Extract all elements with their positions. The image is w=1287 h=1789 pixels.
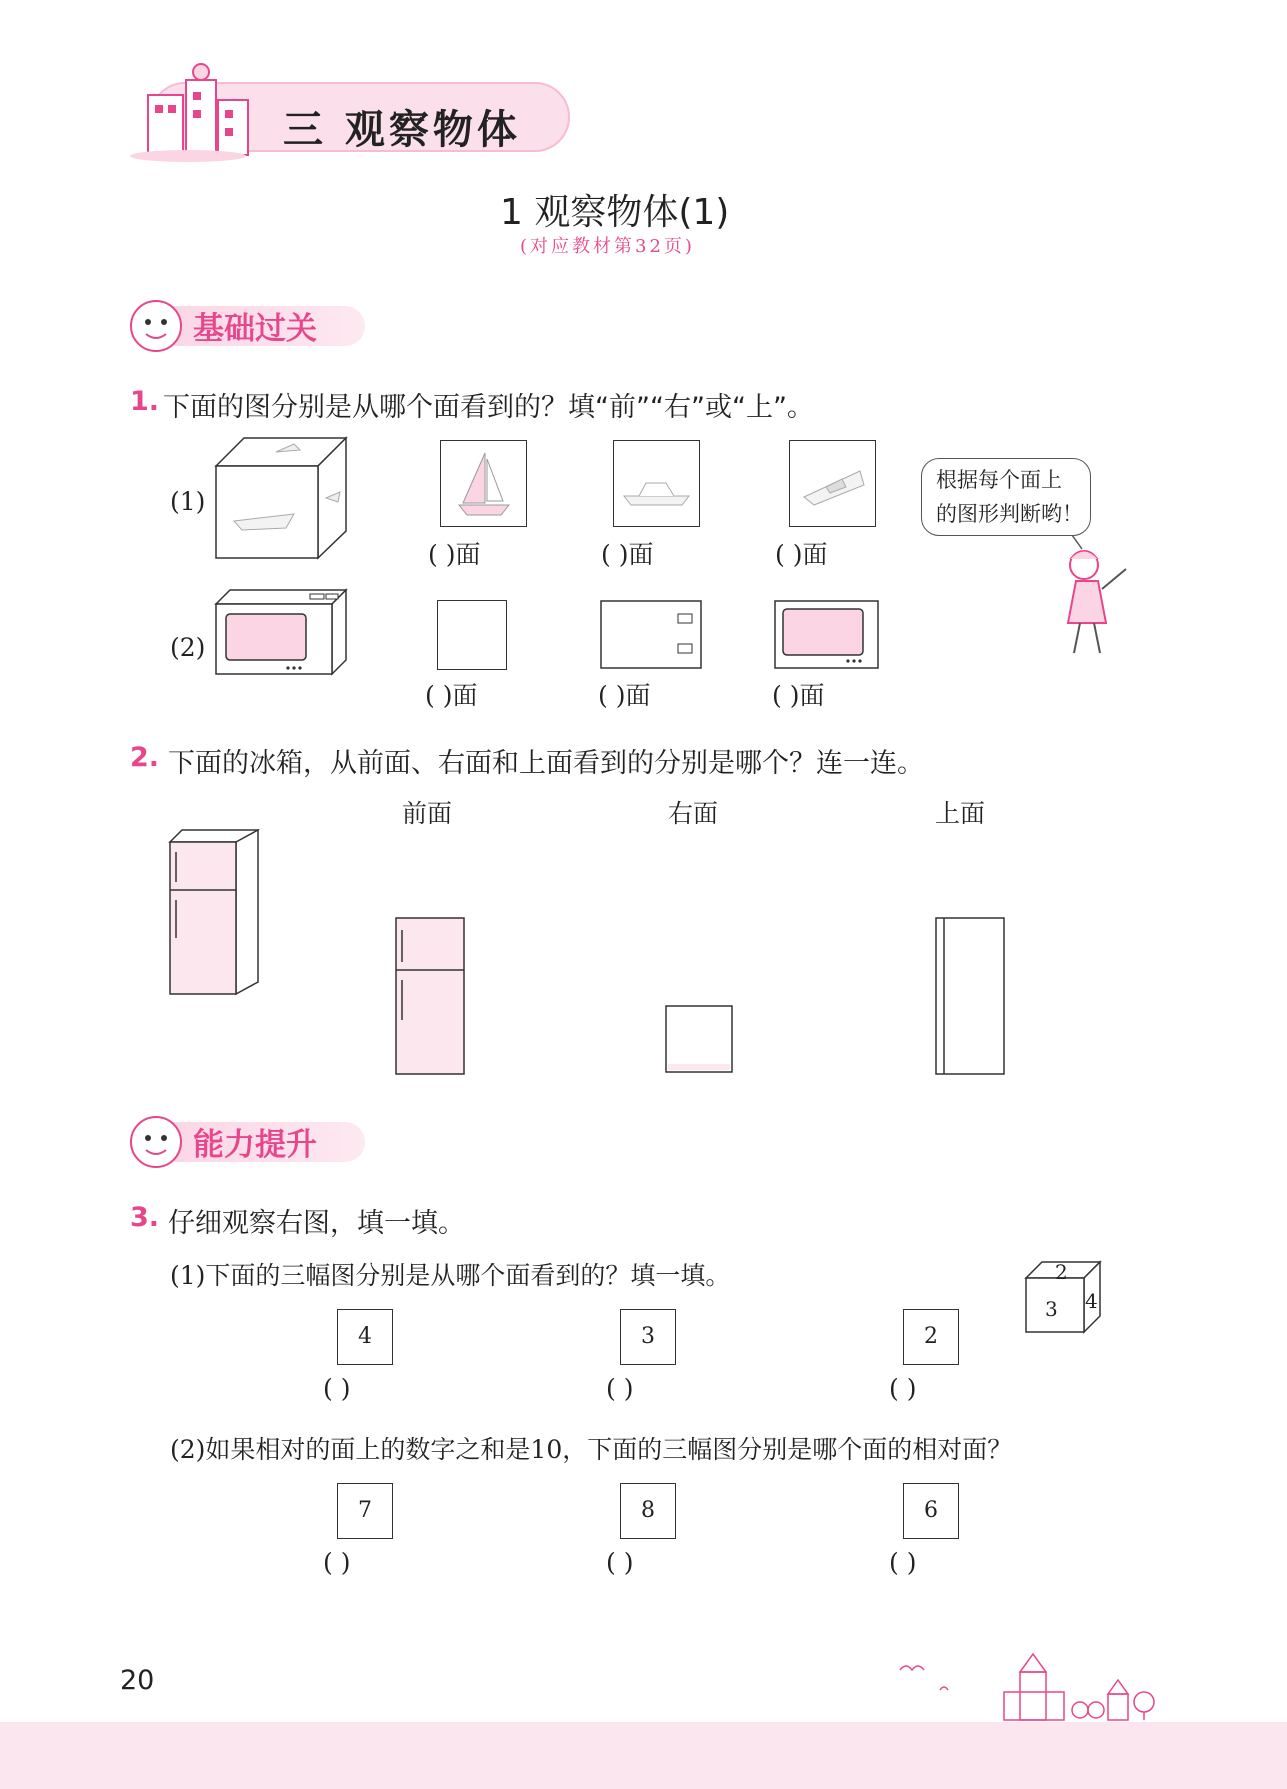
q1-part2-label: (2) xyxy=(170,633,206,662)
cube-front-number: 3 xyxy=(1045,1297,1058,1321)
q3-blank-2c[interactable]: ( ) xyxy=(889,1548,917,1577)
q3-sub1-text: (1)下面的三幅图分别是从哪个面看到的？填一填。 xyxy=(170,1261,731,1290)
view-microwave-top xyxy=(600,600,703,670)
q1-part1-label: (1) xyxy=(170,487,206,516)
cube-top-number: 2 xyxy=(1055,1260,1068,1284)
q1-blank-2c[interactable]: ( )面 xyxy=(772,681,825,710)
view-boat-top xyxy=(789,440,876,527)
view-microwave-side xyxy=(437,600,507,670)
view-sailboat xyxy=(440,440,527,527)
q1-blank-1c[interactable]: ( )面 xyxy=(775,540,828,569)
q3-blank-2a[interactable]: ( ) xyxy=(323,1548,351,1577)
q3-opposite-box-3: 6 xyxy=(903,1483,959,1539)
q2-text: 下面的冰箱，从前面、右面和上面看到的分别是哪个？连一连。 xyxy=(168,748,924,779)
view-microwave-front xyxy=(774,600,880,670)
q1-blank-2b[interactable]: ( )面 xyxy=(598,681,651,710)
section-basic-label: 基础过关 xyxy=(193,311,317,347)
q3-view-box-3: 2 xyxy=(903,1309,959,1365)
fridge-view-right xyxy=(934,916,1008,1076)
q2-label-right: 右面 xyxy=(668,799,719,828)
q2-label-top: 上面 xyxy=(935,799,986,828)
page-number: 20 xyxy=(120,1665,155,1696)
microwave-illustration xyxy=(214,588,349,678)
footer-band xyxy=(0,1722,1287,1789)
building-illustration xyxy=(128,60,258,165)
lesson-subtitle: (对应教材第32页) xyxy=(520,236,695,257)
section-advanced-label: 能力提升 xyxy=(193,1127,317,1163)
q3-blank-1c[interactable]: ( ) xyxy=(889,1374,917,1403)
q1-number: 1. xyxy=(130,386,160,417)
lesson-title: 1 观察物体(1) xyxy=(500,192,730,233)
fridge-view-top xyxy=(664,1004,736,1076)
q3-blank-1a[interactable]: ( ) xyxy=(323,1374,351,1403)
hint-speech-bubble xyxy=(921,458,1091,536)
fridge-view-front xyxy=(394,916,468,1076)
cartoon-girl-icon xyxy=(1040,535,1140,660)
q3-opposite-box-2: 8 xyxy=(620,1483,676,1539)
hint-line-2: 的图形判断哟！ xyxy=(936,502,1083,526)
q3-blank-2b[interactable]: ( ) xyxy=(606,1548,634,1577)
q3-blank-1b[interactable]: ( ) xyxy=(606,1374,634,1403)
cartoon-face-icon xyxy=(128,298,184,354)
q1-blank-1a[interactable]: ( )面 xyxy=(428,540,481,569)
q2-label-front: 前面 xyxy=(402,799,453,828)
q3-view-box-1: 4 xyxy=(337,1309,393,1365)
q3-text: 仔细观察右图，填一填。 xyxy=(168,1208,465,1239)
cube-right-number: 4 xyxy=(1085,1289,1098,1313)
castle-decoration-icon xyxy=(880,1650,1170,1722)
boat-cube-illustration xyxy=(214,436,349,561)
q1-text: 下面的图分别是从哪个面看到的？填“前”“右”或“上”。 xyxy=(163,392,814,423)
chapter-title: 三 观察物体 xyxy=(283,107,521,153)
q1-blank-1b[interactable]: ( )面 xyxy=(601,540,654,569)
q1-blank-2a[interactable]: ( )面 xyxy=(425,681,478,710)
hint-line-1: 根据每个面上 xyxy=(936,468,1062,492)
q2-number: 2. xyxy=(130,742,160,773)
view-boat-front xyxy=(613,440,700,527)
q3-opposite-box-1: 7 xyxy=(337,1483,393,1539)
q3-number: 3. xyxy=(130,1202,160,1233)
cartoon-face-icon xyxy=(128,1114,184,1170)
fridge-illustration xyxy=(166,828,262,998)
q3-view-box-2: 3 xyxy=(620,1309,676,1365)
q3-sub2-text: (2)如果相对的面上的数字之和是10，下面的三幅图分别是哪个面的相对面？ xyxy=(170,1435,1013,1464)
